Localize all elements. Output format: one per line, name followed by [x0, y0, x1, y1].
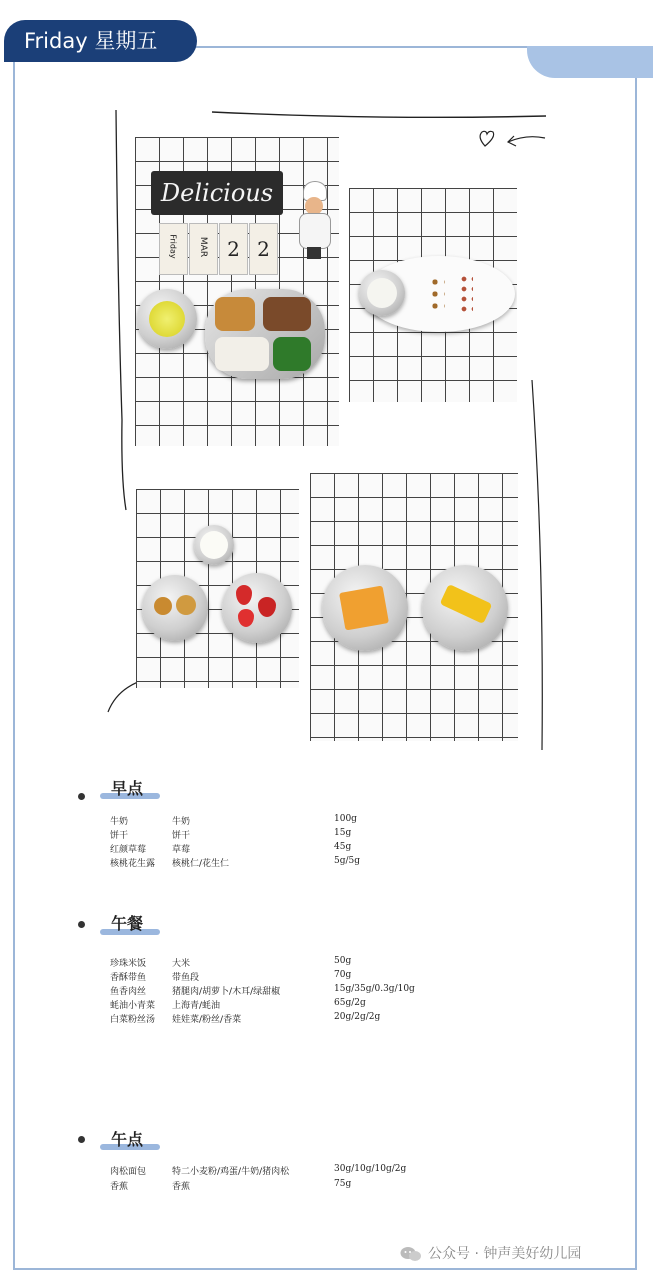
dish-name: 红颜草莓: [110, 845, 147, 855]
photo-snack: [310, 473, 518, 741]
quantity: 75g: [334, 1179, 352, 1189]
dish-name: 蚝油小青菜: [110, 1001, 156, 1011]
dish-name: 牛奶: [110, 817, 129, 827]
ingredients: 草莓: [172, 845, 191, 855]
date-tag-2: [189, 223, 218, 275]
dish-name: 珍珠米饭: [110, 959, 147, 969]
date-tag-3: [219, 223, 248, 275]
dish-name: 肉松面包: [110, 1167, 147, 1177]
date-tag-text-3: 2: [227, 237, 240, 261]
peanut-pieces: [459, 274, 473, 314]
dish-name: 香蕉: [110, 1182, 129, 1192]
dish-name: 鱼香肉丝: [110, 987, 147, 997]
date-tag-text-2: MAR: [198, 236, 209, 258]
ingredients: 带鱼段: [172, 973, 200, 983]
milk-cup: [194, 525, 234, 565]
section-bullet-3: [78, 1136, 85, 1143]
corner-tab-decoration: [527, 46, 653, 78]
footer-watermark: [428, 1243, 581, 1263]
ingredients: 核桃仁/花生仁: [172, 859, 230, 869]
ingredients: 猪腿肉/胡萝卜/木耳/绿甜椒: [172, 987, 281, 997]
ingredients: 大米: [172, 959, 191, 969]
soup-bowl: [137, 289, 197, 349]
bread-plate: [322, 565, 408, 651]
quantity: 70g: [334, 970, 352, 980]
ingredients: 饼干: [172, 831, 191, 841]
dish-name: 香酥带鱼: [110, 973, 147, 983]
chef-figure: [293, 181, 333, 261]
day-header-tab: [4, 20, 197, 62]
photo-breakfast: [136, 489, 299, 688]
lunch-tray: [205, 289, 325, 379]
quantity: 30g/10g/10g/2g: [334, 1164, 407, 1174]
date-tag-1: [159, 223, 188, 275]
section-bullet-2: [78, 921, 85, 928]
footer-text: 公众号 · 钟声美好幼儿园: [428, 1246, 582, 1262]
quantity: 5g/5g: [334, 856, 361, 866]
soup-cup: [359, 270, 405, 316]
date-tag-4: [249, 223, 278, 275]
ingredients: 上海青/蚝油: [172, 1001, 221, 1011]
ingredients: 特二小麦粉/鸡蛋/牛奶/猪肉松: [172, 1167, 290, 1177]
quantity: 65g/2g: [334, 998, 366, 1008]
quantity: 20g/2g/2g: [334, 1012, 381, 1022]
section-title-3: 午点: [111, 1130, 144, 1149]
delicious-sign: [151, 171, 283, 215]
dish-name: 饼干: [110, 831, 129, 841]
photo-lunch-tray: [135, 137, 339, 446]
quantity: 100g: [334, 814, 357, 824]
sign-word: Delicious: [160, 179, 274, 207]
quantity: 15g/35g/0.3g/10g: [334, 984, 415, 994]
ingredients: 牛奶: [172, 817, 191, 827]
ingredients: 娃娃菜/粉丝/香菜: [172, 1015, 242, 1025]
day-label: Friday 星期五: [24, 29, 158, 53]
section-title-2: 午餐: [111, 914, 144, 933]
section-bullet-1: [78, 793, 85, 800]
dish-name: 核桃花生露: [110, 859, 156, 869]
ingredients: 香蕉: [172, 1182, 191, 1192]
quantity: 15g: [334, 828, 352, 838]
quantity: 50g: [334, 956, 352, 966]
photo-nuts-plate: [349, 188, 517, 402]
quantity: 45g: [334, 842, 352, 852]
wechat-icon: [400, 1246, 422, 1262]
date-tag-text-1: Friday: [169, 234, 178, 259]
section-title-1: 早点: [111, 779, 144, 798]
strawberry-plate: [222, 573, 292, 643]
banana-plate: [422, 565, 508, 651]
biscuit-plate: [142, 575, 208, 641]
dish-name: 白菜粉丝汤: [110, 1015, 156, 1025]
date-tag-text-4: 2: [257, 237, 270, 261]
walnut-pieces: [429, 276, 445, 310]
